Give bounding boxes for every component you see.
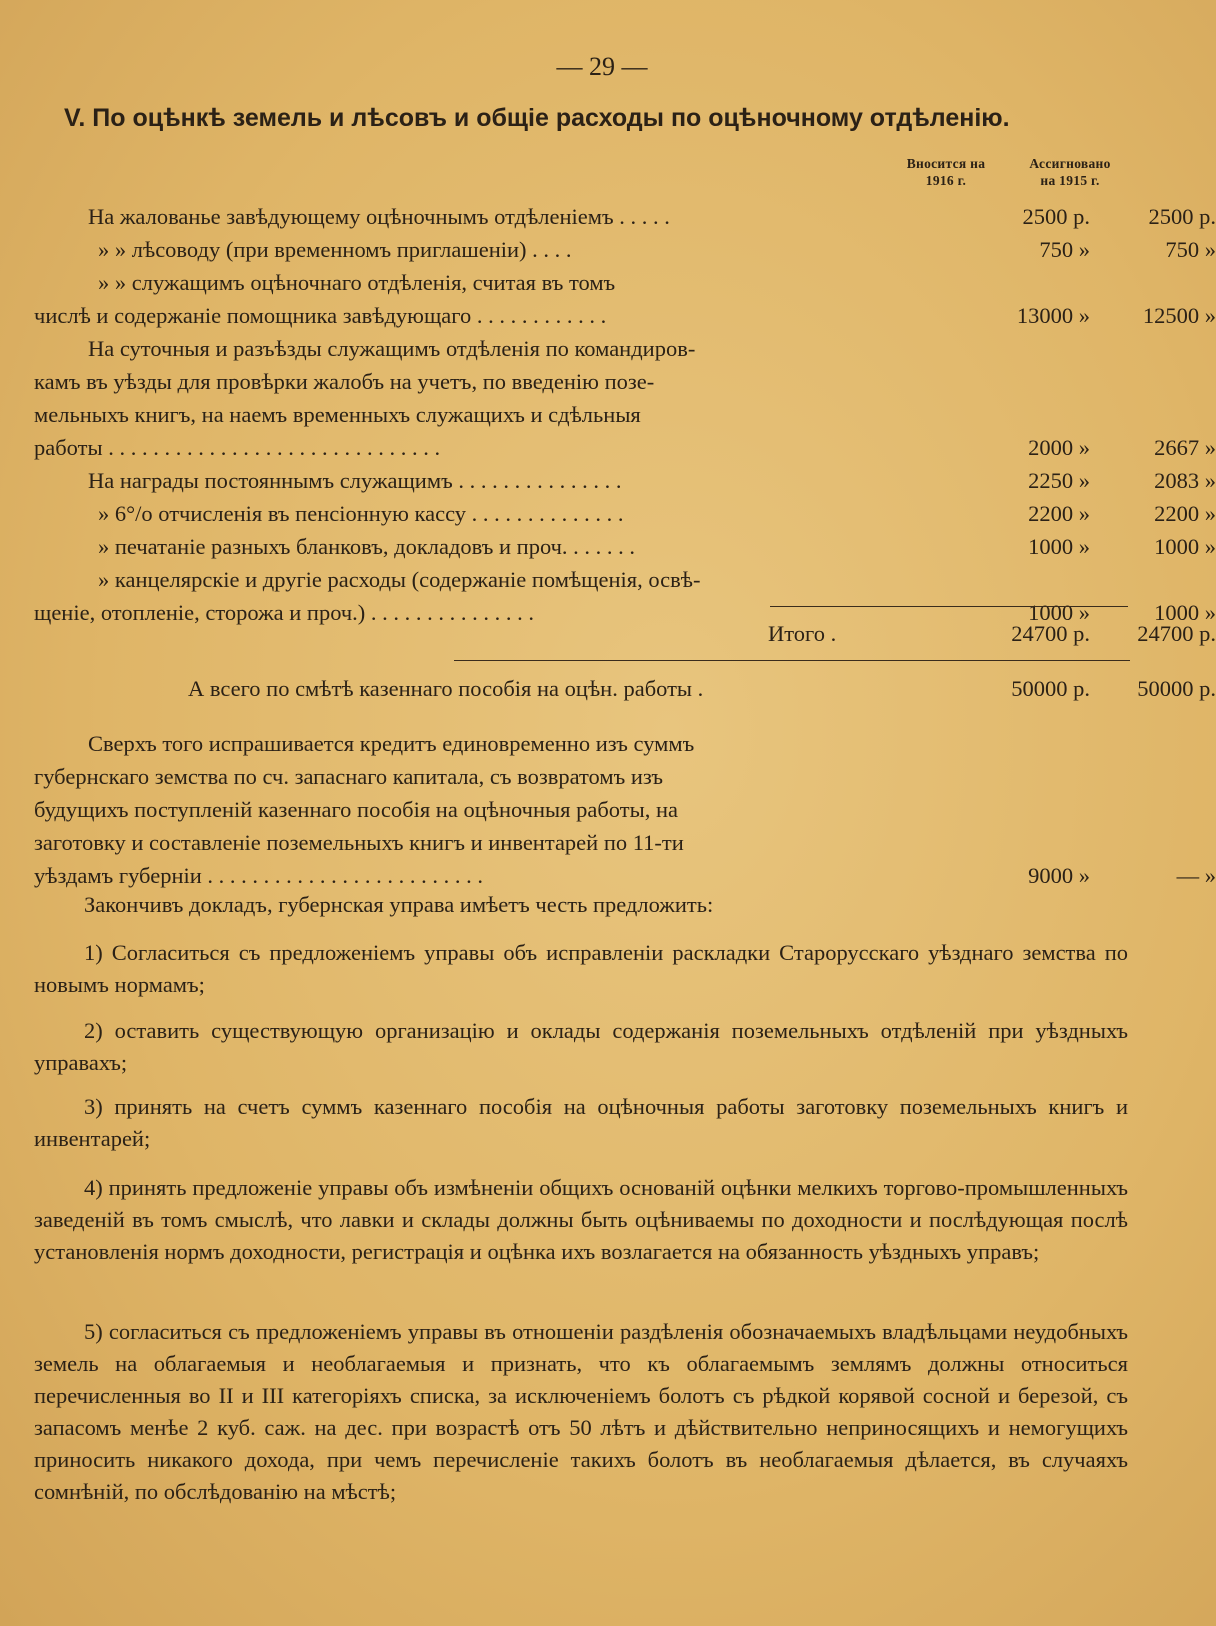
credit-line xyxy=(34,826,1126,859)
grand-total-1916: 50000 р. xyxy=(1011,676,1090,701)
row-text: » печатаніе разныхъ бланковъ, докладовъ и проч. . . . . . . xyxy=(98,534,636,559)
table-row-line xyxy=(34,299,1216,332)
credit-line xyxy=(88,727,1126,760)
column-header-line: Ассигновано xyxy=(1029,156,1111,171)
table-row-line xyxy=(88,497,1216,530)
amount-1915: 750 » xyxy=(1165,237,1216,262)
amount-1916: 2500 р. xyxy=(1022,204,1090,229)
amount-1915: 2500 р. xyxy=(1148,204,1216,229)
credit-text: губернскаго земства по сч. запаснаго капитала, съ возвратомъ изъ xyxy=(34,764,664,789)
page-number: — 29 — xyxy=(556,52,648,81)
amount-1915: 2667 » xyxy=(1154,435,1216,460)
column-header-line: Вносится на xyxy=(906,156,986,171)
proposal-text: 2) оставить существующую организацію и оклады содержанія поземельныхъ отдѣленій при уѣздныхъ управахъ; xyxy=(34,1018,1128,1075)
proposal-5 xyxy=(34,1316,1128,1508)
amount-1915: 2083 » xyxy=(1154,468,1216,493)
amount-1916: 2200 » xyxy=(1028,501,1090,526)
credit-text: заготовку и составленіе поземельныхъ книгъ и инвентарей по 11-ти xyxy=(34,830,684,855)
total-1915: 24700 р. xyxy=(1137,621,1216,646)
table-row-line xyxy=(88,200,1216,233)
row-text: » 6°/o отчисленія въ пенсіонную кассу . . . . . . . . . . . . . . xyxy=(98,501,624,526)
row-text: На награды постояннымъ служащимъ . . . . . . . . . . . . . . . xyxy=(88,468,622,493)
credit-amount-1916: 9000 » xyxy=(1028,863,1090,888)
credit-line xyxy=(34,859,1216,892)
row-text: » » служащимъ оцѣночнаго отдѣленія, считая въ томъ xyxy=(98,270,616,295)
amount-1915: 2200 » xyxy=(1154,501,1216,526)
row-text: мельныхъ книгъ, на наемъ временныхъ служащихъ и сдѣльныя xyxy=(34,402,641,427)
proposal-text: 1) Согласиться съ предложеніемъ управы объ исправленіи раскладки Старорусскаго уѣзднаго земства по новымъ нормамъ; xyxy=(34,940,1128,997)
table-row-line xyxy=(34,398,1126,431)
proposal-4 xyxy=(34,1172,1128,1268)
proposal-3 xyxy=(34,1091,1128,1155)
grand-total-row xyxy=(88,672,1216,705)
credit-amount-1915: — » xyxy=(1176,863,1216,888)
proposal-2 xyxy=(34,1015,1128,1079)
table-row-line xyxy=(88,266,1126,299)
row-text: камъ въ уѣзды для провѣрки жалобъ на учетъ, по введенію позе- xyxy=(34,369,655,394)
credit-text: будущихъ поступленій казеннаго пособія на оцѣночныя работы, на xyxy=(34,797,678,822)
table-row-line xyxy=(88,464,1216,497)
table-row-line xyxy=(88,332,1126,365)
credit-entry xyxy=(34,727,1216,892)
section-heading: V. По оцѣнкѣ земель и лѣсовъ и общіе расходы по оцѣночному отдѣленію. xyxy=(64,104,1010,132)
grand-total-rule xyxy=(454,660,1130,661)
credit-line xyxy=(34,793,1126,826)
amount-1915: 1000 » xyxy=(1154,534,1216,559)
amount-1916: 2000 » xyxy=(1028,435,1090,460)
row-text: На суточныя и разъѣзды служащимъ отдѣленія по командиров- xyxy=(88,336,696,361)
conclusion-text xyxy=(34,889,1128,921)
amount-1915: 1000 » xyxy=(1154,600,1216,625)
column-header-line: на 1915 г. xyxy=(1040,173,1100,188)
conclusion-line: Закончивъ докладъ, губернская управа имѣетъ честь предложить: xyxy=(84,892,714,917)
row-text: » » лѣсоводу (при временномъ приглашеніи) . . . . xyxy=(98,237,572,262)
row-text: » канцелярскіе и другіе расходы (содержаніе помѣщенія, освѣ- xyxy=(98,567,701,592)
table-row-line xyxy=(34,431,1216,464)
column-header-1915 xyxy=(1010,155,1130,189)
amount-1915: 12500 » xyxy=(1142,303,1216,328)
amount-1916: 2250 » xyxy=(1028,468,1090,493)
column-header-1916 xyxy=(896,155,996,189)
amount-1916: 13000 » xyxy=(1016,303,1090,328)
row-text: работы . . . . . . . . . . . . . . . . . . . . . . . . . . . . . . xyxy=(34,435,441,460)
total-rule xyxy=(770,606,1128,607)
proposal-1 xyxy=(34,937,1128,1001)
expense-table xyxy=(34,200,1216,629)
total-row xyxy=(88,617,1216,650)
proposal-text: 4) принять предложеніе управы объ измѣненіи общихъ основаній оцѣнки мелкихъ торгово-промышленныхъ заведеній въ томъ смыслѣ, что лавки и склады должны быть оцѣниваемы по доходности и послѣдующая послѣ установленія нормъ доходности, регистрація и оцѣнка ихъ возлагается на обязанность уѣздныхъ управъ; xyxy=(34,1175,1128,1264)
total-label: Итого . xyxy=(768,621,837,646)
table-row-line xyxy=(34,365,1126,398)
amount-1916: 1000 » xyxy=(1028,534,1090,559)
proposal-text: 5) согласиться съ предложеніемъ управы въ отношеніи раздѣленія обозначаемыхъ владѣльцами неудобныхъ земель на облагаемыя и необлагаемыя и признать, что къ облагаемымъ землямъ должны относиться перечисленныя во II и III категоріяхъ списка, за исключеніемъ болотъ съ рѣдкой корявой сосной и березой, съ запасомъ менѣе 2 куб. саж. на дес. при возрастѣ отъ 50 лѣтъ и дѣйствительно неприносящихъ и немогущихъ приносить никакого дохода, при чемъ перечисленіе такихъ болотъ въ необлагаемыя дѣлается, въ случаяхъ сомнѣній, по обслѣдованію на мѣстѣ; xyxy=(34,1319,1128,1504)
table-row-line xyxy=(88,233,1216,266)
credit-line xyxy=(34,760,1126,793)
table-row-line xyxy=(88,530,1216,563)
row-text: щеніе, отопленіе, сторожа и проч.) . . . . . . . . . . . . . . . xyxy=(34,600,535,625)
grand-total-1915: 50000 р. xyxy=(1137,676,1216,701)
table-row-line xyxy=(88,563,1126,596)
grand-total-label: А всего по смѣтѣ казеннаго пособія на оцѣн. работы . xyxy=(188,676,704,701)
amount-1916: 750 » xyxy=(1039,237,1090,262)
column-header-line: 1916 г. xyxy=(925,173,967,188)
amount-1916: 1000 » xyxy=(1028,600,1090,625)
row-text: На жалованье завѣдующему оцѣночнымъ отдѣленіемъ . . . . . xyxy=(88,204,670,229)
proposal-text: 3) принять на счетъ суммъ казеннаго пособія на оцѣночныя работы заготовку поземельныхъ книгъ и инвентарей; xyxy=(34,1094,1128,1151)
total-1916: 24700 р. xyxy=(1011,621,1090,646)
row-text: числѣ и содержаніе помощника завѣдующаго . . . . . . . . . . . . xyxy=(34,303,607,328)
credit-text: Сверхъ того испрашивается кредитъ единовременно изъ суммъ xyxy=(88,731,695,756)
credit-text: уѣздамъ губерніи . . . . . . . . . . . . . . . . . . . . . . . . . xyxy=(34,863,484,888)
